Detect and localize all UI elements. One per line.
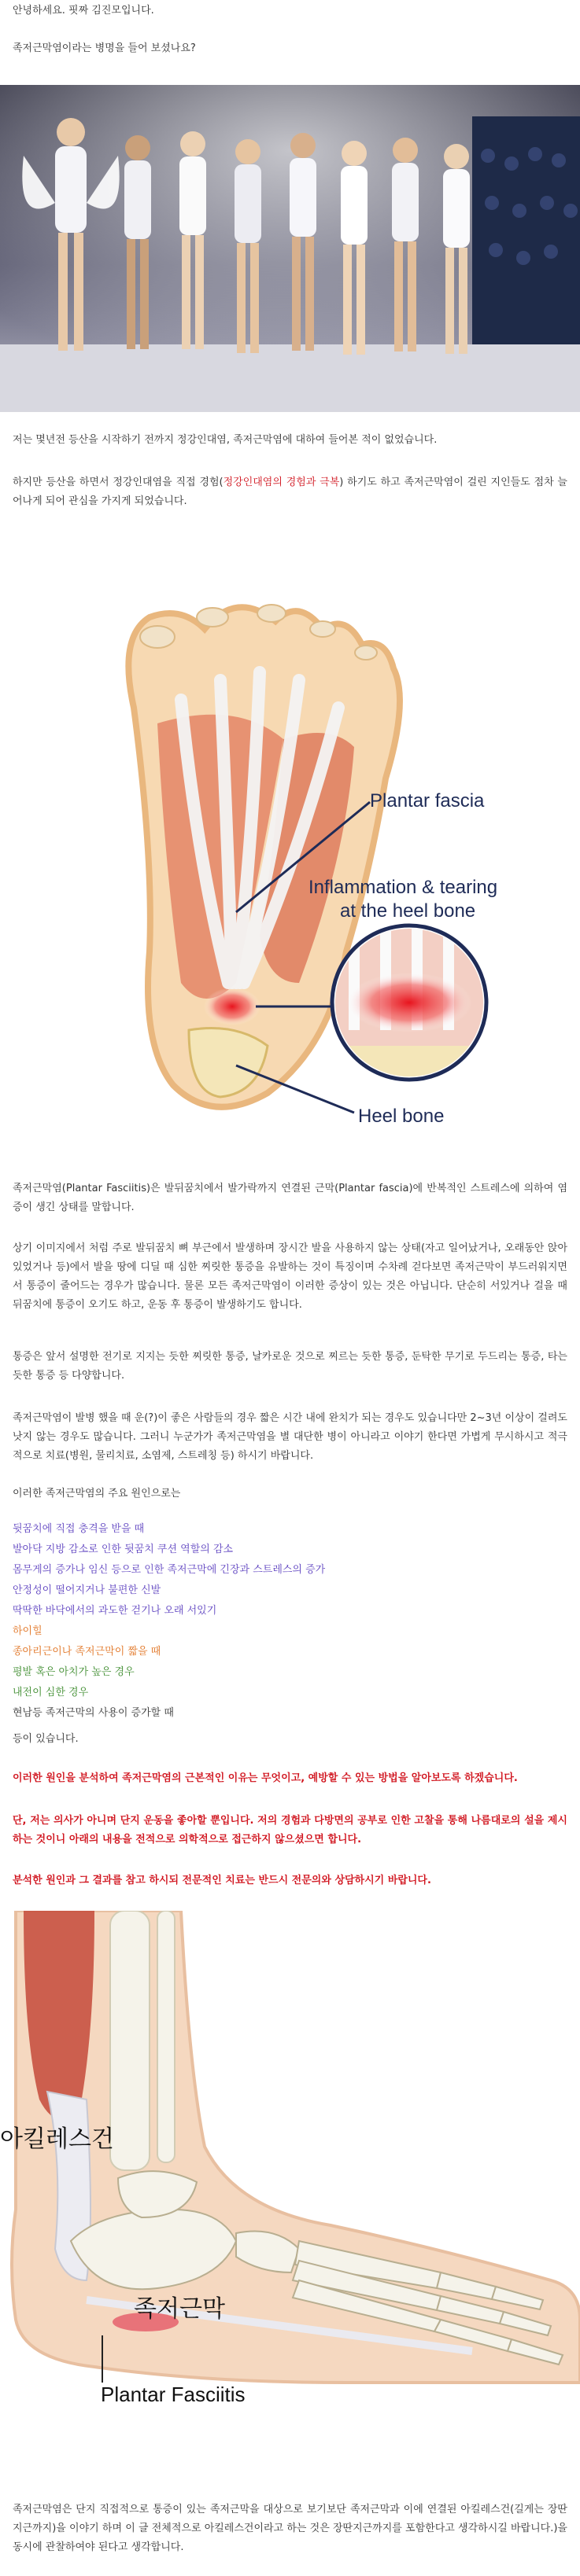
warning-disclaimer: 단, 저는 의사가 아니며 단지 운동을 좋아할 뿐입니다. 저의 경험과 다방면의 공부로 인한 고찰을 통해 나름대로의 설을 제시하는 것이니 아래의 내용을 전적으로 의학적으로 접근하지 않으셨으면 합니다. (13, 1815, 567, 1846)
warning-analysis: 이러한 원인을 분석하여 족저근막염의 근본적인 이유는 무엇이고, 예방할 수 있는 방법을 알아보도록 하겠습니다. (13, 1772, 518, 1784)
intro-question: 족저근막염이라는 병명을 들어 보셨나요? (13, 42, 196, 54)
causes-intro: 이러한 족저근막염의 주요 원인으로는 (13, 1488, 181, 1500)
runway-photo (0, 85, 580, 412)
list-item: 안정성이 떨어지거나 불편한 신발 (13, 1584, 161, 1596)
symptoms-paragraph: 상기 이미지에서 처럼 주로 발뒤꿈치 뼈 부근에서 발생하며 장시간 발을 사용하지 않는 상태(자고 일어났거나, 오래동안 앉아 있었거나 등)에서 발을 땅에 디딜 때 심한 찌릿한 통증을 유발하는 것이 특징이며 수차례 걷다보면 족저근막이 부드러워지면서 통증이 줄어드는 경우가 많습니다. 물론 모든 족저근막염이 이러한 증상이 있는 것은 아닙니다. 단순히 서있거나 걸을 때 뒤꿈치에 통증이 오기도 하고, 운동 후 통증이 발생하기도 합니다. (13, 1242, 567, 1311)
plantar-fascia-diagram (0, 543, 580, 1172)
warning-consult: 분석한 원인과 그 결과를 참고 하시되 전문적인 치료는 반드시 전문의와 상담하시기 바랍니다. (13, 1875, 431, 1886)
list-item: 몸무게의 증가나 임신 등으로 인한 족저근막에 긴장과 스트레스의 증가 (13, 1564, 326, 1576)
label-plantar-fascia-kr: 족저근막 (134, 2295, 225, 2323)
causes-list (13, 1519, 567, 1724)
achilles-diagram (0, 1911, 580, 2414)
causes-outro: 등이 있습니다. (13, 1733, 79, 1745)
pain-paragraph: 통증은 앞서 설명한 전기로 지지는 듯한 찌릿한 통증, 날카로운 것으로 찌르는 듯한 통증, 둔탁한 무기로 두드리는 통증, 타는 듯한 통증 등 다양합니다. (13, 1351, 567, 1382)
list-item: 현남등 족저근막의 사용이 증가할 때 (13, 1707, 174, 1719)
list-item: 종아리근이나 족저근막이 짧을 때 (13, 1646, 161, 1658)
story-paragraph-2 (13, 473, 567, 511)
list-item: 딱딱한 바닥에서의 과도한 걷기나 오래 서있기 (13, 1605, 217, 1617)
list-item: 평발 혹은 아치가 높은 경우 (13, 1666, 135, 1678)
story-text: 하지만 등산을 하면서 정강인대염을 직접 경험( (13, 477, 224, 488)
label-inflammation-1: Inflammation & tearing (308, 877, 498, 898)
list-item: 발아닥 지방 감소로 인한 뒷꿈치 쿠션 역할의 감소 (13, 1544, 234, 1555)
recovery-paragraph: 족저근막염이 발병 했을 때 운(?)이 좋은 사람들의 경우 짧은 시간 내에 완치가 되는 경우도 있습니다만 2~3년 이상이 걸려도 낫지 않는 경우도 많습니다. 그러니 누군가가 족저근막염을 별 대단한 병이 아니라고 이야기 한다면 가볍게 무시하시고 적극적으로 치료(병원, 물리치료, 소염제, 스트레칭 등) 하시기 바랍니다. (13, 1412, 567, 1462)
label-plantar-fasciitis: Plantar Fasciitis (101, 2383, 246, 2406)
experience-link[interactable]: 정강인대염의 경험과 극복 (223, 477, 340, 488)
label-plantar-fascia: Plantar fascia (370, 790, 485, 811)
list-item: 하이힐 (13, 1625, 42, 1637)
list-item: 내전이 심한 경우 (13, 1687, 89, 1698)
label-heel-bone: Heel bone (358, 1106, 445, 1127)
definition-paragraph: 족저근막염(Plantar Fasciitis)은 발뒤꿈치에서 발가락까지 연결된 근막(Plantar fascia)에 반복적인 스트레스에 의하여 염증이 생긴 상태를 말합니다. (13, 1183, 567, 1213)
list-item: 뒷꿈치에 직접 충격을 받을 때 (13, 1523, 145, 1535)
label-achilles: 아킬레스건 (0, 2125, 114, 2153)
greeting: 안녕하세요. 핏짜 김진모입니다. (13, 5, 154, 17)
closing-paragraph: 족저근막염은 단지 직접적으로 통증이 있는 족저근막을 대상으로 보기보단 족저근막과 이에 연결된 아킬레스건(길게는 장딴지근까지)을 이야기 하며 이 글 전체적으로 아킬레스건이라고 하는 것은 장딴지근까지를 포함한다고 생각하시길 바랍니다.)을 동시에 관찰하여야 된다고 생각합니다. (13, 2504, 567, 2553)
story-text: ) 하기도 하고 족저근막염이 걸린 지인들도 점차 늘어나게 되어 관심을 가지게 되었습니다. (13, 477, 567, 507)
label-inflammation-2: at the heel bone (340, 900, 476, 922)
story-paragraph-1: 저는 몇년전 등산을 시작하기 전까지 정강인대염, 족저근막염에 대하여 들어본 적이 없었습니다. (13, 434, 438, 446)
